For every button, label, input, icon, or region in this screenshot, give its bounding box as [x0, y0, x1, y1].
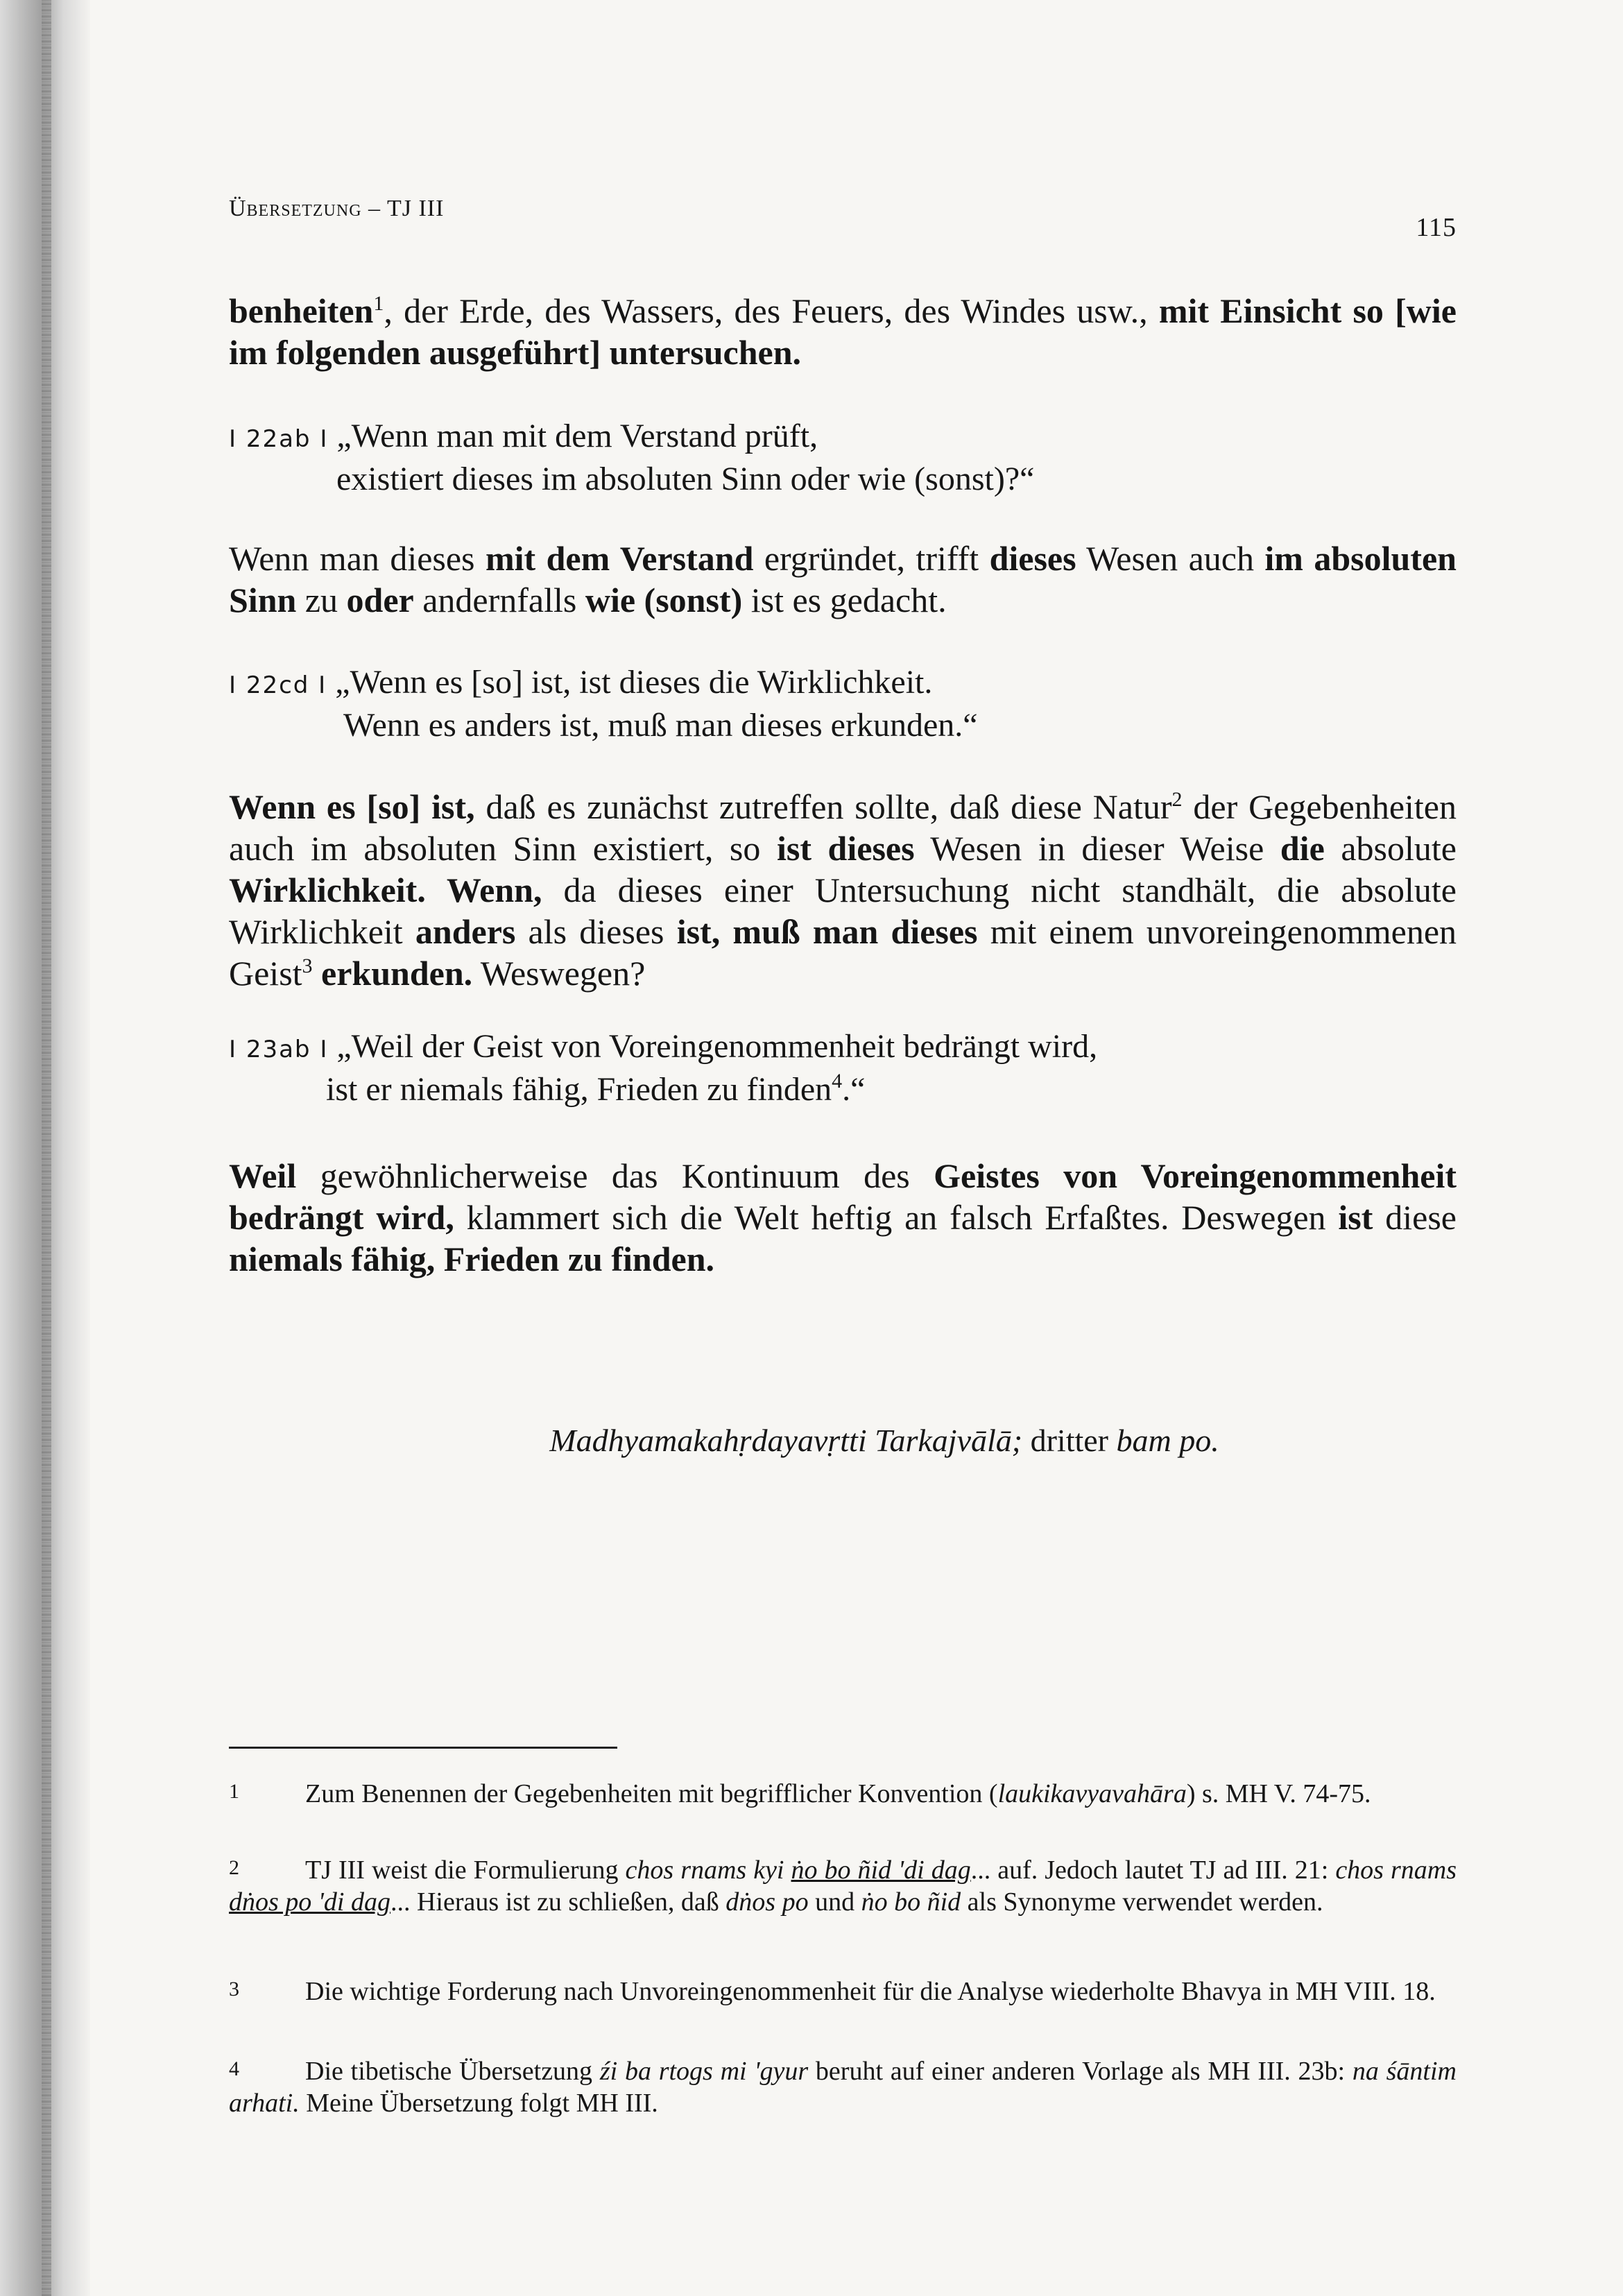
text-run: beruht auf einer anderen Vorlage als MH III. 23b:: [808, 2057, 1352, 2086]
verse-label: I 23ab I: [229, 1036, 329, 1063]
footnote-2: [229, 1852, 1457, 1918]
colophon-text: dritter: [1022, 1423, 1117, 1458]
text-run: mit Einsicht so [wie im folgenden ausgeführt] untersuchen.: [229, 291, 1457, 372]
text-run: als dieses: [515, 912, 677, 951]
verse-line: „Weil der Geist von Voreingenommenheit bedrängt wird,: [336, 1028, 1098, 1065]
text-run: der Gegebenheiten auch im absoluten Sinn existiert, so: [229, 787, 1457, 868]
text-run: Wenn man dieses: [229, 539, 486, 578]
text-run: im absoluten Sinn: [229, 539, 1457, 619]
verse-label: I 22ab I: [229, 425, 329, 453]
text-run: Zum Benennen der Gegebenheiten mit begrifflicher Konvention (: [305, 1779, 998, 1808]
text-run: Wesen in dieser Weise: [914, 829, 1280, 868]
text-run: ist, muß man dieses: [676, 912, 978, 951]
text-run: wie (sonst): [585, 581, 743, 619]
paragraph-2: [229, 538, 1457, 621]
text-run: ) s. MH V. 74-75.: [1186, 1779, 1371, 1808]
text-run: niemals fähig, Frieden zu finden.: [229, 1240, 715, 1278]
text-run: Weswegen?: [472, 954, 646, 993]
text-run: Wirklichkeit. Wenn,: [229, 871, 542, 909]
text-run: mit einem unvoreingenommenen Geist: [229, 912, 1457, 993]
text-run: zu: [296, 581, 347, 619]
text-run: anders: [415, 912, 516, 951]
text-run: mit dem Verstand: [485, 539, 754, 578]
verse-label: I 22cd I: [229, 671, 327, 699]
text-run: Meine Übersetzung folgt MH III.: [299, 2089, 658, 2118]
text-run: źi ba rtogs mi 'gyur: [599, 2057, 809, 2086]
verse-line: „Wenn man mit dem Verstand prüft,: [336, 418, 818, 454]
text-run: dṅos po: [725, 1887, 809, 1917]
footnote-number: 4: [229, 2057, 239, 2080]
text-run: chos rnams: [1335, 1856, 1457, 1885]
text-run: ist: [1338, 1198, 1373, 1237]
footnote-3: [229, 1973, 1457, 2007]
text-run: Weil: [229, 1156, 297, 1195]
text-run: gewöhnlicherweise das Kontinuum des: [296, 1156, 934, 1195]
colophon: [229, 1422, 1457, 1459]
colophon-title: Madhyamakahṛdayavṛtti Tarkajvālā;: [549, 1423, 1023, 1458]
verse-line: ist er niemals fähig, Frieden zu finden: [326, 1071, 832, 1108]
text-run: chos rnams kyi: [625, 1856, 791, 1885]
paragraph-4: [229, 1155, 1457, 1280]
text-run: laukikavyavahāra: [997, 1779, 1187, 1808]
text-run: TJ III weist die Formulierung: [305, 1856, 626, 1885]
text-run: , der Erde, des Wassers, des Feuers, des Windes usw.,: [384, 291, 1159, 330]
verse-line: Wenn es anders ist, muß man dieses erkunden.“: [343, 707, 978, 744]
footnote-1: [229, 1776, 1457, 1810]
text-run: daß es zunächst zutreffen sollte, daß diese Natur: [474, 787, 1172, 826]
verse-22ab: [229, 416, 1457, 499]
text-run: Die tibetische Übersetzung: [305, 2057, 600, 2086]
book-page: [229, 0, 1457, 2296]
text-run: ... auf. Jedoch lautet TJ ad III. 21:: [970, 1856, 1336, 1885]
page-number: 115: [1416, 213, 1457, 242]
footnote-divider: [229, 1747, 617, 1749]
running-title: Übersetzung – TJ III: [229, 196, 445, 221]
running-head: [229, 196, 1457, 242]
text-run: als Synonyme verwendet werden.: [961, 1887, 1323, 1917]
text-run: dṅos po 'di dag: [229, 1887, 390, 1917]
paragraph-3: [229, 786, 1457, 994]
text-run: absolute: [1324, 829, 1457, 868]
text-run: ist es gedacht.: [742, 581, 947, 619]
text-run: ṅo bo ñid: [861, 1887, 961, 1917]
text-run: ergründet, trifft: [753, 539, 990, 578]
footnote-ref-1[interactable]: 1: [373, 292, 384, 315]
footnote-ref-3[interactable]: 3: [302, 954, 313, 977]
text-run: klammert sich die Welt heftig an falsch Erfaßtes. Deswegen: [454, 1198, 1339, 1237]
text-run: Wenn es [so] ist,: [229, 787, 475, 826]
scan-binding-shadow: [0, 0, 90, 2296]
verse-23ab: [229, 1027, 1457, 1110]
text-run: da dieses einer Untersuchung nicht standhält, die absolute Wirklichkeit: [229, 871, 1457, 951]
text-run: Wesen auch: [1076, 539, 1265, 578]
verse-line: „Wenn es [so] ist, ist dieses die Wirklichkeit.: [335, 664, 933, 701]
text-run: oder: [346, 581, 414, 619]
text-run: ... Hieraus ist zu schließen, daß: [390, 1887, 726, 1917]
text-run: benheiten: [229, 291, 374, 330]
footnote-number: 3: [229, 1978, 239, 2001]
text-run: Die wichtige Forderung nach Unvoreingenommenheit für die Analyse wiederholte Bhavya in MH VIII. 18.: [305, 1977, 1436, 2006]
verse-22cd: [229, 662, 1457, 746]
text-run: Geistes von Voreingenommenheit bedrängt wird,: [229, 1156, 1457, 1237]
text-run: diese: [1373, 1198, 1457, 1237]
text-run: ṅo bo ñid 'di dag: [791, 1856, 971, 1885]
footnote-ref-4[interactable]: 4: [832, 1070, 843, 1093]
text-run: ist dieses: [776, 829, 915, 868]
footnote-number: 1: [229, 1780, 239, 1803]
text-run: die: [1280, 829, 1325, 868]
text-run: andernfalls: [413, 581, 585, 619]
paragraph-1: [229, 290, 1457, 373]
verse-line-end: .“: [842, 1071, 866, 1108]
footnote-ref-2[interactable]: 2: [1171, 788, 1183, 811]
text-run: dieses: [989, 539, 1076, 578]
footnote-4: [229, 2053, 1457, 2119]
text-run: und: [808, 1887, 861, 1917]
text-run: erkunden.: [321, 954, 473, 993]
footnote-number: 2: [229, 1856, 239, 1879]
text-run: [313, 954, 322, 993]
text-run: na śāntim arhati.: [229, 2057, 1457, 2118]
colophon-text: bam po.: [1116, 1423, 1219, 1458]
verse-line: existiert dieses im absoluten Sinn oder wie (sonst)?“: [336, 461, 1035, 497]
